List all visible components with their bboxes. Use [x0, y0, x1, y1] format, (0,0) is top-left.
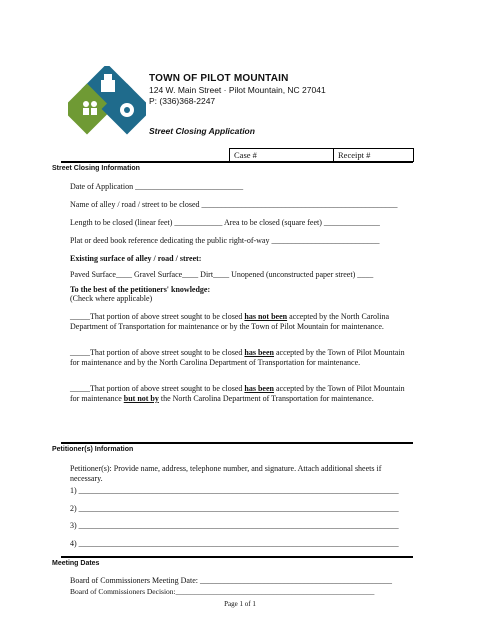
section-divider: [61, 556, 413, 558]
street-section-heading: Street Closing Information: [52, 165, 140, 172]
petitioners-section-heading: Petitioner(s) Information: [52, 446, 134, 453]
board-meeting-date-field[interactable]: Board of Commissioners Meeting Date: ________________________________________________: [70, 576, 392, 585]
case-number-cell[interactable]: Case #: [230, 149, 334, 161]
board-decision-field[interactable]: Board of Commissioners Decision:_____________________________________________________: [70, 587, 375, 596]
plat-reference-field[interactable]: Plat or deed book reference dedicating the public right-of-way ___________________________: [70, 236, 380, 245]
org-name: TOWN OF PILOT MOUNTAIN: [149, 73, 289, 84]
town-logo: [68, 66, 146, 152]
street-name-field[interactable]: Name of alley / road / street to be closed _________________________________________________: [70, 200, 398, 209]
meeting-section-heading: Meeting Dates: [52, 560, 100, 567]
option-accepted-both[interactable]: _____That portion of above street sought to be closed has been accepted by the Town of Pilot Mountain for maintenance and by the North Carolina Department of Transportation for maintenance.: [70, 348, 405, 367]
receipt-number-cell[interactable]: Receipt #: [338, 150, 371, 160]
petitioner-line-3[interactable]: 3) ________________________________________________________________________________: [70, 521, 399, 530]
form-title: Street Closing Application: [149, 126, 255, 136]
petitioner-line-1[interactable]: 1) ________________________________________________________________________________: [70, 486, 399, 495]
case-receipt-box: [229, 148, 414, 162]
knowledge-heading: To the best of the petitioners' knowledge:: [70, 285, 211, 294]
length-area-field[interactable]: Length to be closed (linear feet) ____________ Area to be closed (square feet) ______________: [70, 218, 380, 227]
page-footer: Page 1 of 1: [224, 600, 256, 608]
option-accepted-town-only[interactable]: _____That portion of above street sought to be closed has been accepted by the Town of Pilot Mountain for maintenance but not by the North Carolina Department of Transportation for maintenance.: [70, 384, 405, 403]
surface-options[interactable]: Paved Surface____ Gravel Surface____ Dirt____ Unopened (unconstructed paper street) ____: [70, 270, 374, 279]
petitioners-instructions: Petitioner(s): Provide name, address, telephone number, and signature. Attach additional sheets if necessary.: [70, 464, 382, 483]
knowledge-subheading: (Check where applicable): [70, 294, 153, 303]
petitioner-line-2[interactable]: 2) ________________________________________________________________________________: [70, 504, 399, 513]
org-address: 124 W. Main Street · Pilot Mountain, NC 27041: [149, 85, 326, 95]
petitioner-line-4[interactable]: 4) ________________________________________________________________________________: [70, 539, 399, 548]
surface-heading: Existing surface of alley / road / street:: [70, 254, 202, 263]
section-divider: [61, 161, 413, 163]
section-divider: [61, 442, 413, 444]
option-not-accepted[interactable]: _____That portion of above street sought to be closed has not been accepted by the North Carolina Department of Transportation for maintenance or by the Town of Pilot Mountain for maintenance.: [70, 312, 390, 331]
date-of-application-field[interactable]: Date of Application ___________________________: [70, 182, 244, 191]
org-phone: P: (336)368-2247: [149, 96, 216, 106]
